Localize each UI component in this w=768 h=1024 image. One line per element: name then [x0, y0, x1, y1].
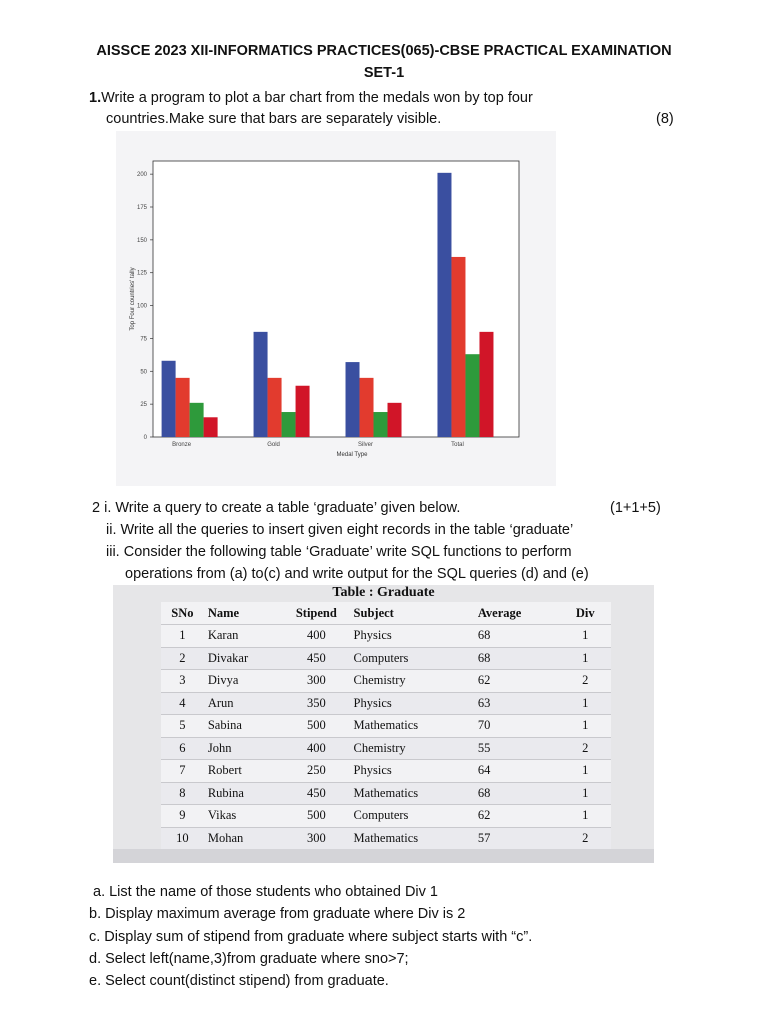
table-row: [161, 670, 611, 693]
col-average: Average: [477, 605, 522, 620]
cell-div: 1: [560, 805, 611, 828]
table-title: Table : Graduate: [332, 585, 435, 600]
cell-name: Rubina: [204, 782, 283, 805]
y-tick-label: 75: [140, 336, 147, 343]
cell-div: 2: [560, 827, 611, 849]
cell-average: 63: [474, 692, 560, 715]
cell-div: 1: [560, 625, 611, 648]
cell-subject: Mathematics: [350, 827, 474, 849]
chart-photo: [116, 131, 556, 486]
q1-line1: [89, 90, 533, 106]
x-axis-label: Medal Type: [336, 452, 368, 458]
question-d: d. Select left(name,3)from graduate where sno>7;: [89, 951, 409, 967]
cell-subject: Physics: [350, 625, 474, 648]
bar: [268, 378, 282, 437]
q1-text1: Write a program to plot a bar chart from the medals won by top four: [101, 90, 533, 106]
bar: [360, 378, 374, 437]
cell-name: John: [204, 737, 283, 760]
col-subject: Subject: [353, 605, 394, 620]
y-tick-label: 100: [136, 303, 147, 310]
cell-div: 1: [560, 715, 611, 738]
table-row: [161, 692, 611, 715]
col-div: Div: [575, 605, 595, 620]
y-tick-label: 125: [136, 270, 147, 277]
question-e: e. Select count(distinct stipend) from graduate.: [89, 973, 389, 989]
x-tick-label: Gold: [267, 442, 280, 448]
bar: [346, 362, 360, 437]
table-row: [161, 737, 611, 760]
bar: [282, 412, 296, 437]
col-sno: SNo: [171, 605, 194, 620]
cell-stipend: 250: [283, 760, 349, 783]
cell-stipend: 400: [283, 625, 349, 648]
question-c: c. Display sum of stipend from graduate where subject starts with “c”.: [89, 929, 533, 945]
set-label: SET-1: [363, 65, 405, 81]
cell-sno: 9: [161, 805, 204, 828]
cell-subject: Mathematics: [350, 715, 474, 738]
y-tick-label: 200: [136, 172, 147, 179]
bar: [437, 173, 451, 437]
y-tick-label: 25: [140, 402, 147, 409]
q2-line3: iii. Consider the following table ‘Graduate’ write SQL functions to perform: [106, 544, 572, 560]
table-row: [161, 715, 611, 738]
cell-sno: 8: [161, 782, 204, 805]
cell-stipend: 300: [283, 827, 349, 849]
cell-stipend: 500: [283, 805, 349, 828]
cell-stipend: 450: [283, 647, 349, 670]
cell-name: Divakar: [204, 647, 283, 670]
photo-edge: [113, 849, 654, 863]
cell-sno: 2: [161, 647, 204, 670]
table-row: [161, 647, 611, 670]
bar: [479, 332, 493, 437]
cell-div: 1: [560, 647, 611, 670]
bar: [388, 403, 402, 437]
q1-number: 1.: [89, 90, 102, 106]
cell-name: Vikas: [204, 805, 283, 828]
cell-average: 57: [474, 827, 560, 849]
graduate-table: [161, 602, 611, 849]
cell-div: 1: [560, 760, 611, 783]
x-tick-label: Total: [451, 442, 464, 448]
bar: [254, 332, 268, 437]
cell-subject: Physics: [350, 692, 474, 715]
table-header-row: [161, 602, 611, 625]
q2-marks: (1+1+5): [610, 500, 661, 516]
cell-name: Arun: [204, 692, 283, 715]
cell-subject: Computers: [350, 647, 474, 670]
bar: [204, 417, 218, 437]
cell-name: Karan: [204, 625, 283, 648]
question-b: b. Display maximum average from graduate where Div is 2: [89, 906, 466, 922]
cell-subject: Physics: [350, 760, 474, 783]
cell-div: 2: [560, 670, 611, 693]
cell-average: 70: [474, 715, 560, 738]
cell-div: 2: [560, 737, 611, 760]
cell-average: 62: [474, 805, 560, 828]
question-a: a. List the name of those students who obtained Div 1: [93, 884, 438, 900]
table-row: [161, 805, 611, 828]
cell-stipend: 450: [283, 782, 349, 805]
cell-stipend: 500: [283, 715, 349, 738]
cell-subject: Computers: [350, 805, 474, 828]
cell-average: 64: [474, 760, 560, 783]
cell-average: 55: [474, 737, 560, 760]
col-name: Name: [207, 605, 240, 620]
cell-subject: Chemistry: [350, 670, 474, 693]
cell-name: Sabina: [204, 715, 283, 738]
bar: [176, 378, 190, 437]
bar: [162, 361, 176, 437]
table-row: [161, 625, 611, 648]
bar: [465, 354, 479, 437]
bar: [451, 257, 465, 437]
y-axis-label: Top Four countries' tally: [130, 267, 136, 331]
col-stipend: Stipend: [295, 605, 337, 620]
q2-line2: ii. Write all the queries to insert given eight records in the table ‘graduate’: [106, 522, 574, 538]
x-tick-label: Bronze: [172, 442, 192, 448]
table-body: [161, 625, 611, 850]
cell-sno: 1: [161, 625, 204, 648]
table-row: [161, 827, 611, 849]
q1-marks: (8): [656, 111, 674, 127]
table-row: [161, 760, 611, 783]
cell-sno: 3: [161, 670, 204, 693]
x-tick-label: Silver: [358, 442, 374, 448]
cell-sno: 10: [161, 827, 204, 849]
cell-name: Robert: [204, 760, 283, 783]
cell-subject: Mathematics: [350, 782, 474, 805]
y-tick-label: 0: [143, 435, 147, 441]
cell-name: Divya: [204, 670, 283, 693]
cell-sno: 5: [161, 715, 204, 738]
cell-average: 68: [474, 647, 560, 670]
exam-title: AISSCE 2023 XII-INFORMATICS PRACTICES(065)-CBSE PRACTICAL EXAMINATION: [96, 43, 672, 59]
cell-div: 1: [560, 782, 611, 805]
y-tick-label: 150: [136, 237, 147, 244]
cell-average: 68: [474, 782, 560, 805]
table-row: [161, 782, 611, 805]
q2-line1: 2 i. Write a query to create a table ‘graduate’ given below.: [92, 500, 461, 516]
table-photo: [113, 585, 654, 863]
cell-stipend: 300: [283, 670, 349, 693]
bar: [296, 386, 310, 437]
cell-stipend: 350: [283, 692, 349, 715]
cell-average: 68: [474, 625, 560, 648]
bar: [190, 403, 204, 437]
cell-stipend: 400: [283, 737, 349, 760]
q1-line2: countries.Make sure that bars are separately visible.: [106, 111, 442, 127]
y-tick-label: 50: [140, 369, 147, 376]
cell-sno: 6: [161, 737, 204, 760]
cell-div: 1: [560, 692, 611, 715]
q2-line4: operations from (a) to(c) and write output for the SQL queries (d) and (e): [125, 566, 589, 582]
y-tick-label: 175: [136, 205, 147, 211]
bar-chart: [116, 131, 556, 486]
cell-subject: Chemistry: [350, 737, 474, 760]
cell-average: 62: [474, 670, 560, 693]
cell-sno: 4: [161, 692, 204, 715]
cell-sno: 7: [161, 760, 204, 783]
cell-name: Mohan: [204, 827, 283, 849]
bar: [374, 412, 388, 437]
